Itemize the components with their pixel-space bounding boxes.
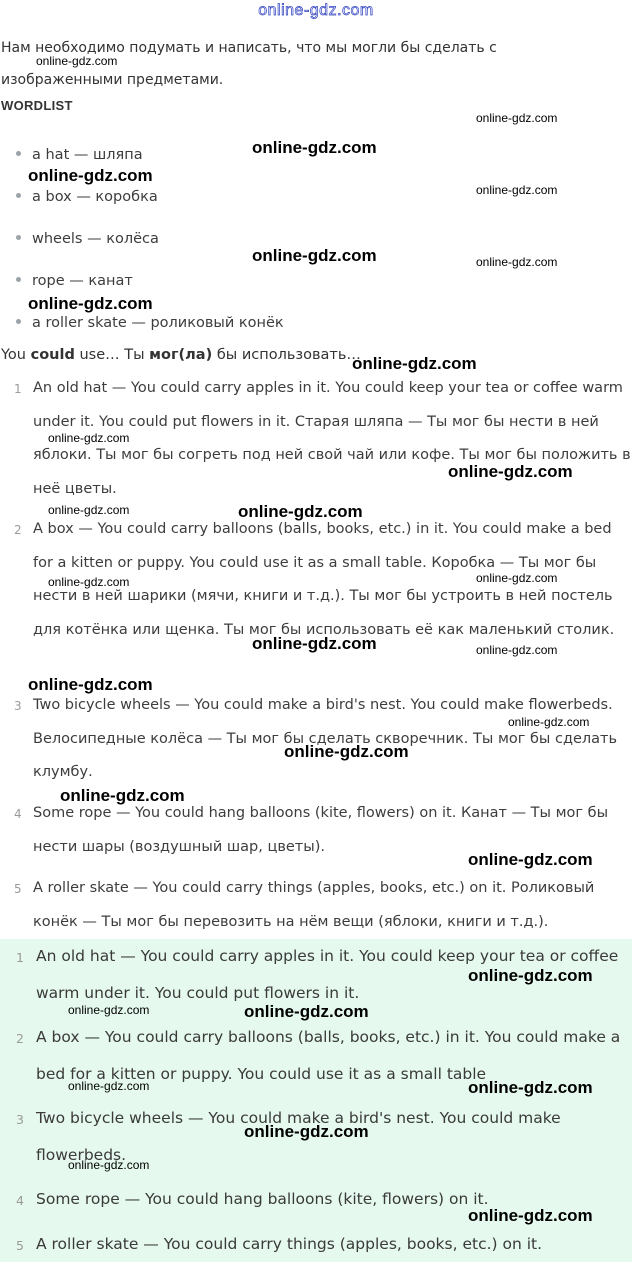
answer-number: 1 <box>14 382 22 396</box>
watermark: online-gdz.com <box>238 502 363 521</box>
answer-item: An old hat — You could carry apples in it. You could keep your tea or coffee warm under it. You could put flowers in it. Старая шляпа — Ты мог бы нести в ней яблоки. Ты мог бы согреть под ней свой чай или кофе. Ты мог бы положить в неё цветы. <box>33 380 631 497</box>
watermark: online-gdz.com <box>448 462 573 481</box>
bullet-icon <box>16 319 21 324</box>
answer-item: Some rope — You could hang balloons (kite, flowers) on it. Канат — Ты мог бы нести шары (воздушный шар, цветы). <box>33 805 609 855</box>
watermark: online-gdz.com <box>468 850 593 869</box>
watermark: online-gdz.com <box>28 294 153 313</box>
intro-text: Нам необходимо подумать и написать, что мы могли бы сделать с изображенными предметами. <box>1 40 497 88</box>
answer-number: 4 <box>14 807 22 821</box>
wordlist-item: a hat — шляпа <box>16 147 143 163</box>
watermark: online-gdz.com <box>352 354 477 373</box>
watermark: online-gdz.com <box>252 138 377 157</box>
wordlist-item: rope — канат <box>16 273 133 289</box>
wordlist-heading: WORDLIST <box>1 98 73 113</box>
watermark: online-gdz.com <box>60 786 185 805</box>
bullet-icon <box>16 193 21 198</box>
lead-sentence: You could use… Ты мог(ла) бы использовать… <box>1 347 361 363</box>
watermark: online-gdz.com <box>28 675 153 694</box>
green-answer-item: A roller skate — You could carry things (apples, books, etc.) on it. <box>36 1235 543 1253</box>
watermark: online-gdz.com <box>68 1003 150 1017</box>
watermark: online-gdz.com <box>468 1206 593 1225</box>
wordlist-item: a box — коробка <box>16 189 158 205</box>
green-answer-item: An old hat — You could carry apples in it. You could keep your tea or coffee warm under it. You could put flowers in it. <box>36 947 619 1002</box>
watermark: online-gdz.com <box>48 503 130 517</box>
bullet-icon <box>16 151 21 156</box>
watermark: online-gdz.com <box>48 575 130 589</box>
green-answer-number: 1 <box>16 950 24 965</box>
bullet-icon <box>16 235 21 240</box>
answer-number: 2 <box>14 523 22 537</box>
wordlist-item: wheels — колёса <box>16 231 159 247</box>
answer-number: 3 <box>14 699 22 713</box>
watermark: online-gdz.com <box>476 571 558 585</box>
green-answer-item: A box — You could carry balloons (balls, books, etc.) in it. You could make a bed for a kitten or puppy. You could use it as a small table <box>36 1028 621 1083</box>
watermark: online-gdz.com <box>468 966 593 985</box>
watermark: online-gdz.com <box>284 742 409 761</box>
green-answer-number: 3 <box>16 1112 24 1127</box>
green-answer-item: Two bicycle wheels — You could make a bird's nest. You could make flowerbeds. <box>36 1109 561 1164</box>
green-answer-number: 5 <box>16 1238 24 1253</box>
bullet-icon <box>16 277 21 282</box>
watermark: online-gdz.com <box>244 1122 369 1141</box>
answer-number: 5 <box>14 882 22 896</box>
green-answer-item: Some rope — You could hang balloons (kite, flowers) on it. <box>36 1190 489 1208</box>
watermark: online-gdz.com <box>252 634 377 653</box>
answer-item: A roller skate — You could carry things (apples, books, etc.) on it. Роликовый конёк — Ты мог бы перевозить на нём вещи (яблоки, книги и т.д.). <box>33 880 595 930</box>
watermark: online-gdz.com <box>508 715 590 729</box>
watermark: online-gdz.com <box>468 1078 593 1097</box>
wordlist-item: a roller skate — роликовый конёк <box>16 315 284 331</box>
watermark: online-gdz.com <box>476 183 558 197</box>
watermark: online-gdz.com <box>36 54 118 68</box>
watermark: online-gdz.com <box>252 246 377 265</box>
watermark: online-gdz.com <box>68 1158 150 1172</box>
watermark: online-gdz.com <box>476 643 558 657</box>
watermark: online-gdz.com <box>244 1002 369 1021</box>
watermark: online-gdz.com <box>28 166 153 185</box>
watermark: online-gdz.com <box>68 1079 150 1093</box>
watermark: online-gdz.com <box>476 255 558 269</box>
green-answer-number: 2 <box>16 1031 24 1046</box>
watermark: online-gdz.com <box>48 431 130 445</box>
site-title: online-gdz.com <box>258 2 374 19</box>
green-answer-number: 4 <box>16 1193 24 1208</box>
watermark: online-gdz.com <box>476 111 558 125</box>
answer-item: A box — You could carry balloons (balls, books, etc.) in it. You could make a bed for a kitten or puppy. You could use it as a small table. Коробка — Ты мог бы нести в ней шарики (мячи, книги и т.д.). Ты мог бы устроить в ней постель для котёнка или щенка. Ты мог бы использовать её как маленький столик. <box>33 521 615 638</box>
answer-item: Two bicycle wheels — You could make a bird's nest. You could make flowerbeds. Велосипедные колёса — Ты мог бы сделать скворечник. Ты мог бы сделать клумбу. <box>33 697 618 780</box>
